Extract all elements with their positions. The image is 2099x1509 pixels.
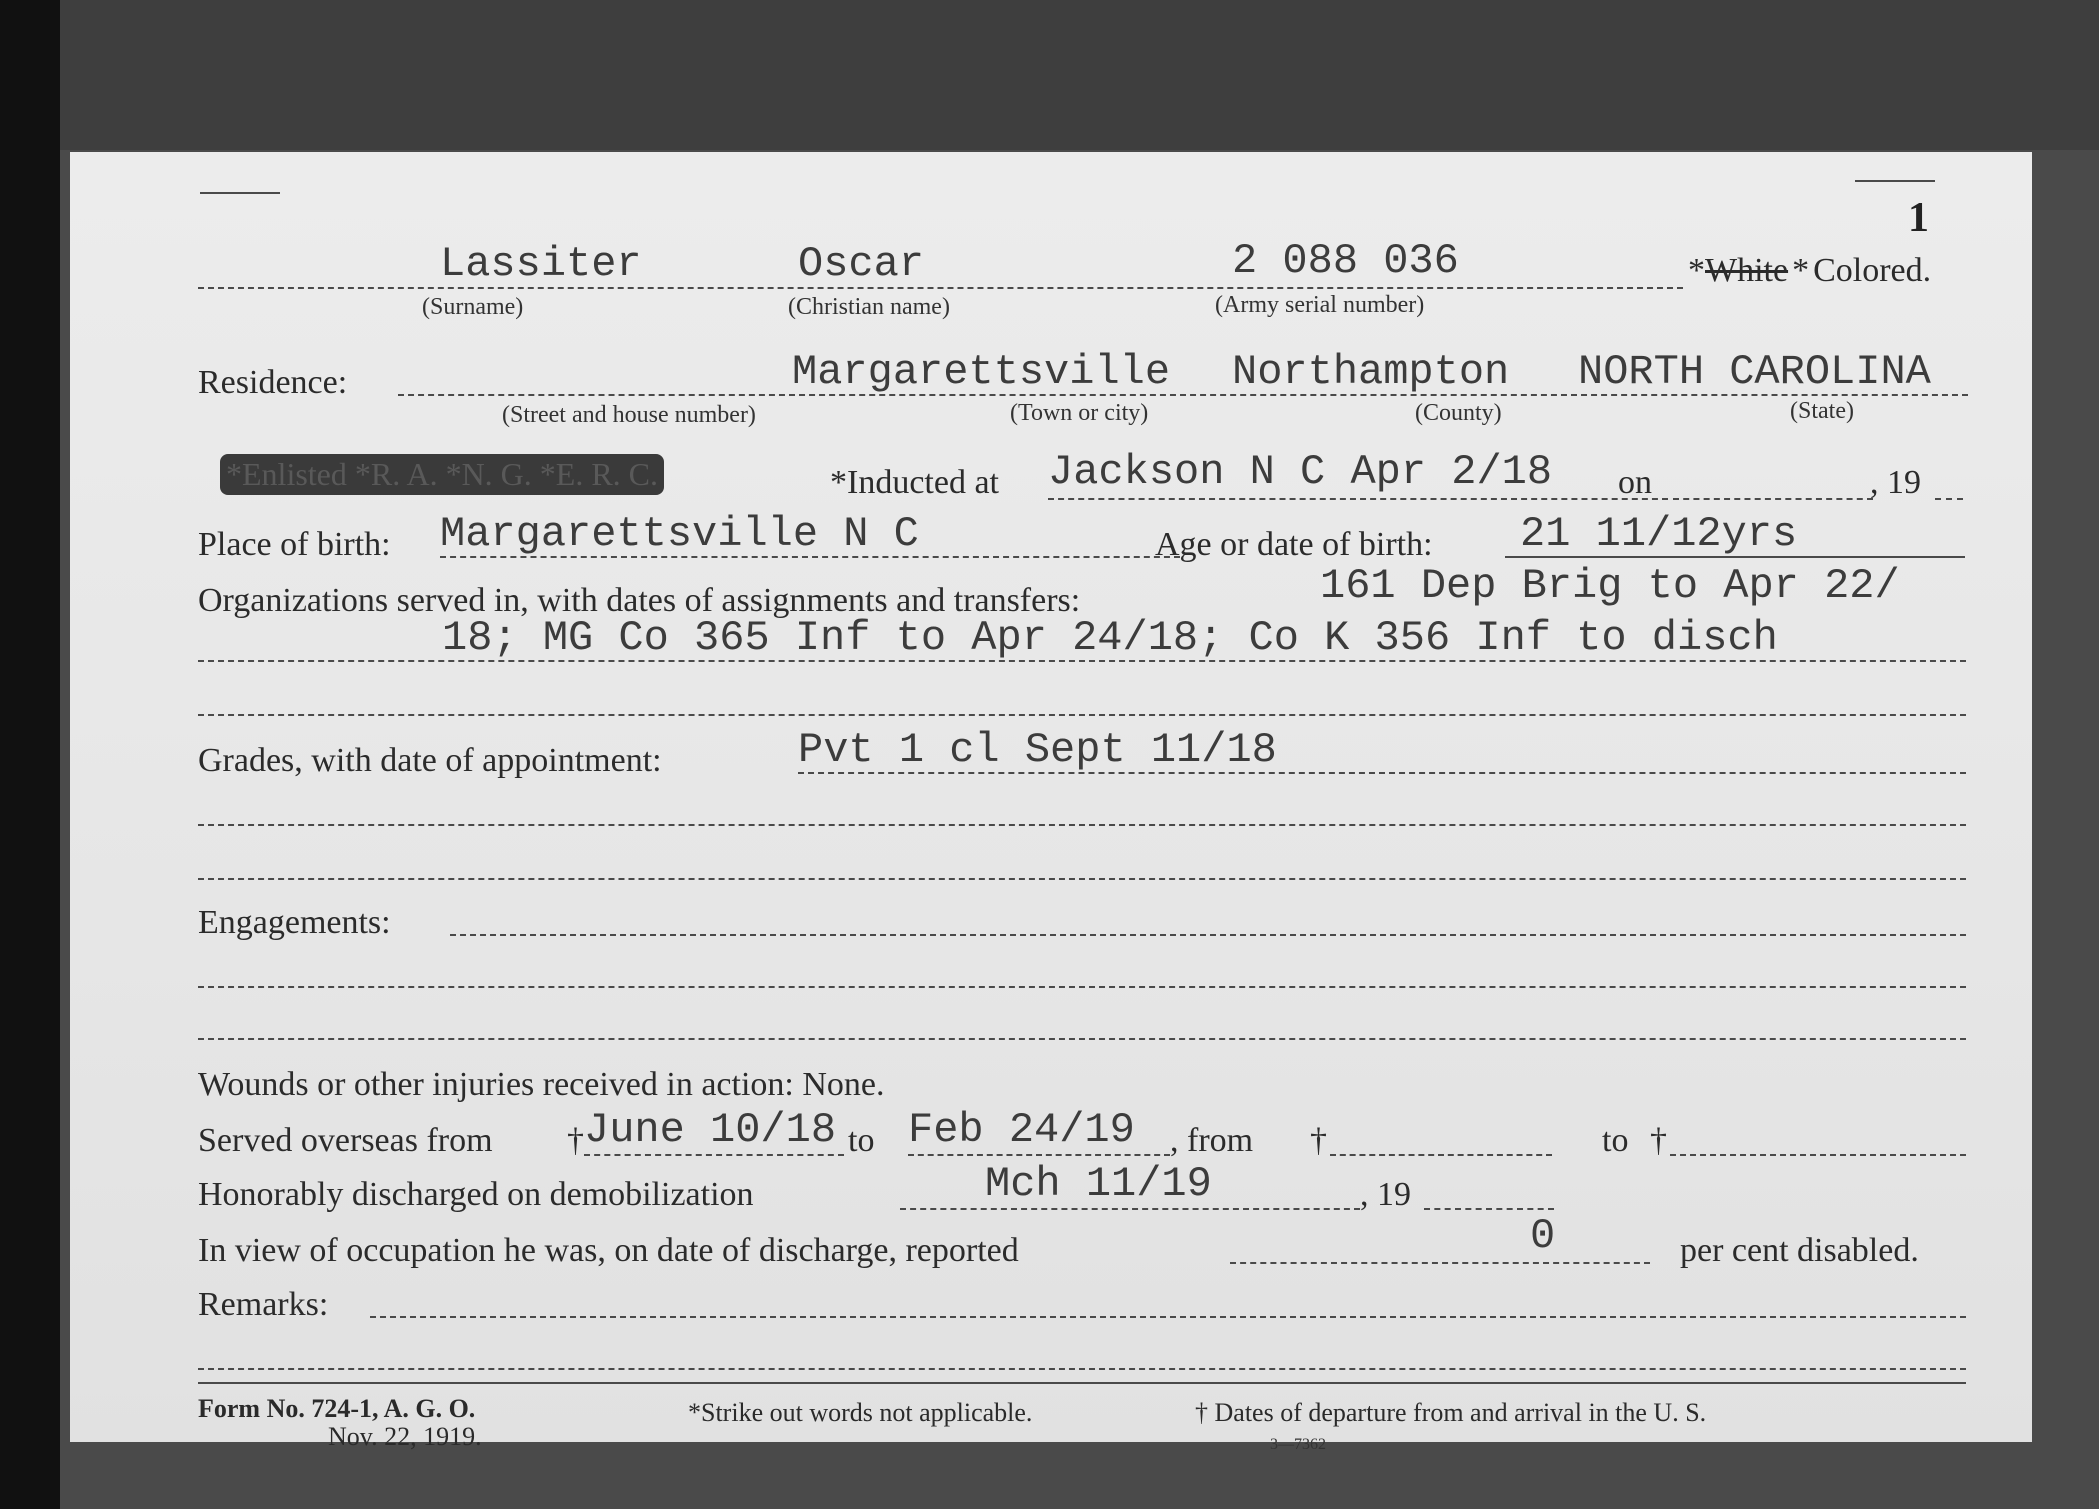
engagements-label: Engagements: <box>198 904 391 941</box>
caption-street: (Street and house number) <box>502 402 756 428</box>
inducted-line <box>1048 498 1668 500</box>
print-code: 3—7362 <box>1270 1436 1326 1453</box>
organizations-rule2 <box>198 714 1966 716</box>
card-number: 1 <box>1908 195 1929 241</box>
overseas-from2-label: , from <box>1170 1122 1254 1159</box>
caption-surname: (Surname) <box>422 294 524 320</box>
wounds-label: Wounds or other injuries received in action: <box>198 1066 794 1103</box>
remarks-rule2 <box>198 1368 1966 1370</box>
caption-serial-number: (Army serial number) <box>1215 292 1425 318</box>
race-star-colored: * <box>1792 252 1810 289</box>
disabled-value: 0 <box>1530 1212 1556 1260</box>
organizations-line2: 18; MG Co 365 Inf to Apr 24/18; Co K 356 Inf to disch <box>442 614 1778 662</box>
residence-state: NORTH CAROLINA <box>1578 348 1931 396</box>
scan-top-border <box>0 0 2099 150</box>
race-options <box>1688 252 1931 290</box>
overseas-dagger-2: † <box>1310 1122 1327 1159</box>
engagements-rule2 <box>198 986 1966 988</box>
wounds-row <box>198 1066 885 1104</box>
caption-town: (Town or city) <box>1010 400 1149 426</box>
form-number: Form No. 724-1, A. G. O. <box>198 1394 476 1423</box>
age-line <box>1505 556 1965 558</box>
overseas-dagger-3: † <box>1650 1122 1667 1159</box>
top-right-rule <box>1855 180 1935 182</box>
inducted-value: Jackson N C Apr 2/18 <box>1048 448 1553 496</box>
organizations-line1: 161 Dep Brig to Apr 22/ <box>1320 562 1900 610</box>
overseas-label: Served overseas from <box>198 1122 493 1159</box>
discharged-year: , 19 <box>1360 1176 1411 1213</box>
scan-left-border <box>0 0 60 1509</box>
overseas-to2-label: to <box>1602 1122 1629 1159</box>
form-date: Nov. 22, 1919. <box>328 1422 482 1451</box>
engagements-line <box>450 934 1966 936</box>
age-value: 21 11/12yrs <box>1520 510 1798 558</box>
year-line <box>1935 498 1963 500</box>
name-line <box>198 287 1683 289</box>
footnote-strike: *Strike out words not applicable. <box>688 1398 1033 1427</box>
surname-value: Lassiter <box>440 240 642 288</box>
grades-line <box>798 772 1966 774</box>
overseas-to-line <box>908 1154 1170 1156</box>
race-colored: Colored. <box>1813 252 1932 289</box>
on-line <box>1673 498 1873 500</box>
remarks-line <box>370 1316 1966 1318</box>
birth-place-label: Place of birth: <box>198 526 391 563</box>
service-record-card <box>70 152 2032 1453</box>
top-left-rule <box>200 192 280 194</box>
overseas-from-date: June 10/18 <box>584 1106 837 1154</box>
birth-place-line <box>440 556 1180 558</box>
overseas-from2-line <box>1330 1154 1552 1156</box>
residence-county: Northampton <box>1232 348 1510 396</box>
christian-name-value: Oscar <box>798 240 925 288</box>
overseas-dagger-1: † <box>567 1122 584 1159</box>
race-star-white: * <box>1688 252 1705 289</box>
grades-label: Grades, with date of appointment: <box>198 742 662 779</box>
disabled-suffix: per cent disabled. <box>1680 1232 1919 1269</box>
overseas-from-line <box>584 1154 844 1156</box>
race-white-struck: White <box>1705 252 1789 289</box>
inducted-label: *Inducted at <box>830 464 999 501</box>
footer-rule <box>198 1382 1966 1384</box>
year-prefix: , 19 <box>1870 464 1921 501</box>
organizations-label: Organizations served in, with dates of assignments and transfers: <box>198 582 1081 619</box>
residence-town: Margarettsville <box>792 348 1171 396</box>
grades-value: Pvt 1 cl Sept 11/18 <box>798 726 1277 774</box>
caption-state: (State) <box>1790 398 1854 424</box>
footnote-dates: † Dates of departure from and arrival in the U. S. <box>1195 1398 1707 1427</box>
serial-number-value: 2 088 036 <box>1232 237 1459 285</box>
on-label: on <box>1618 464 1652 501</box>
disabled-label: In view of occupation he was, on date of discharge, reported <box>198 1232 1019 1269</box>
overseas-to-date: Feb 24/19 <box>908 1106 1135 1154</box>
caption-christian-name: (Christian name) <box>788 294 950 320</box>
grades-rule3 <box>198 878 1966 880</box>
discharged-line <box>900 1208 1360 1210</box>
discharged-date: Mch 11/19 <box>985 1160 1212 1208</box>
overseas-to-label: to <box>848 1122 875 1159</box>
wounds-value: None. <box>802 1066 885 1103</box>
grades-rule2 <box>198 824 1966 826</box>
age-label: Age or date of birth: <box>1155 526 1433 563</box>
overseas-to2-line <box>1670 1154 1966 1156</box>
organizations-rule1 <box>198 660 1966 662</box>
engagements-rule3 <box>198 1038 1966 1040</box>
enlisted-redacted: *Enlisted *R. A. *N. G. *E. R. C. <box>220 454 664 495</box>
residence-label: Residence: <box>198 364 348 401</box>
discharged-label: Honorably discharged on demobilization <box>198 1176 754 1213</box>
remarks-label: Remarks: <box>198 1286 329 1323</box>
caption-county: (County) <box>1415 400 1502 426</box>
disabled-line <box>1230 1262 1650 1264</box>
birth-place-value: Margarettsville N C <box>440 510 919 558</box>
discharged-year-line <box>1424 1208 1554 1210</box>
